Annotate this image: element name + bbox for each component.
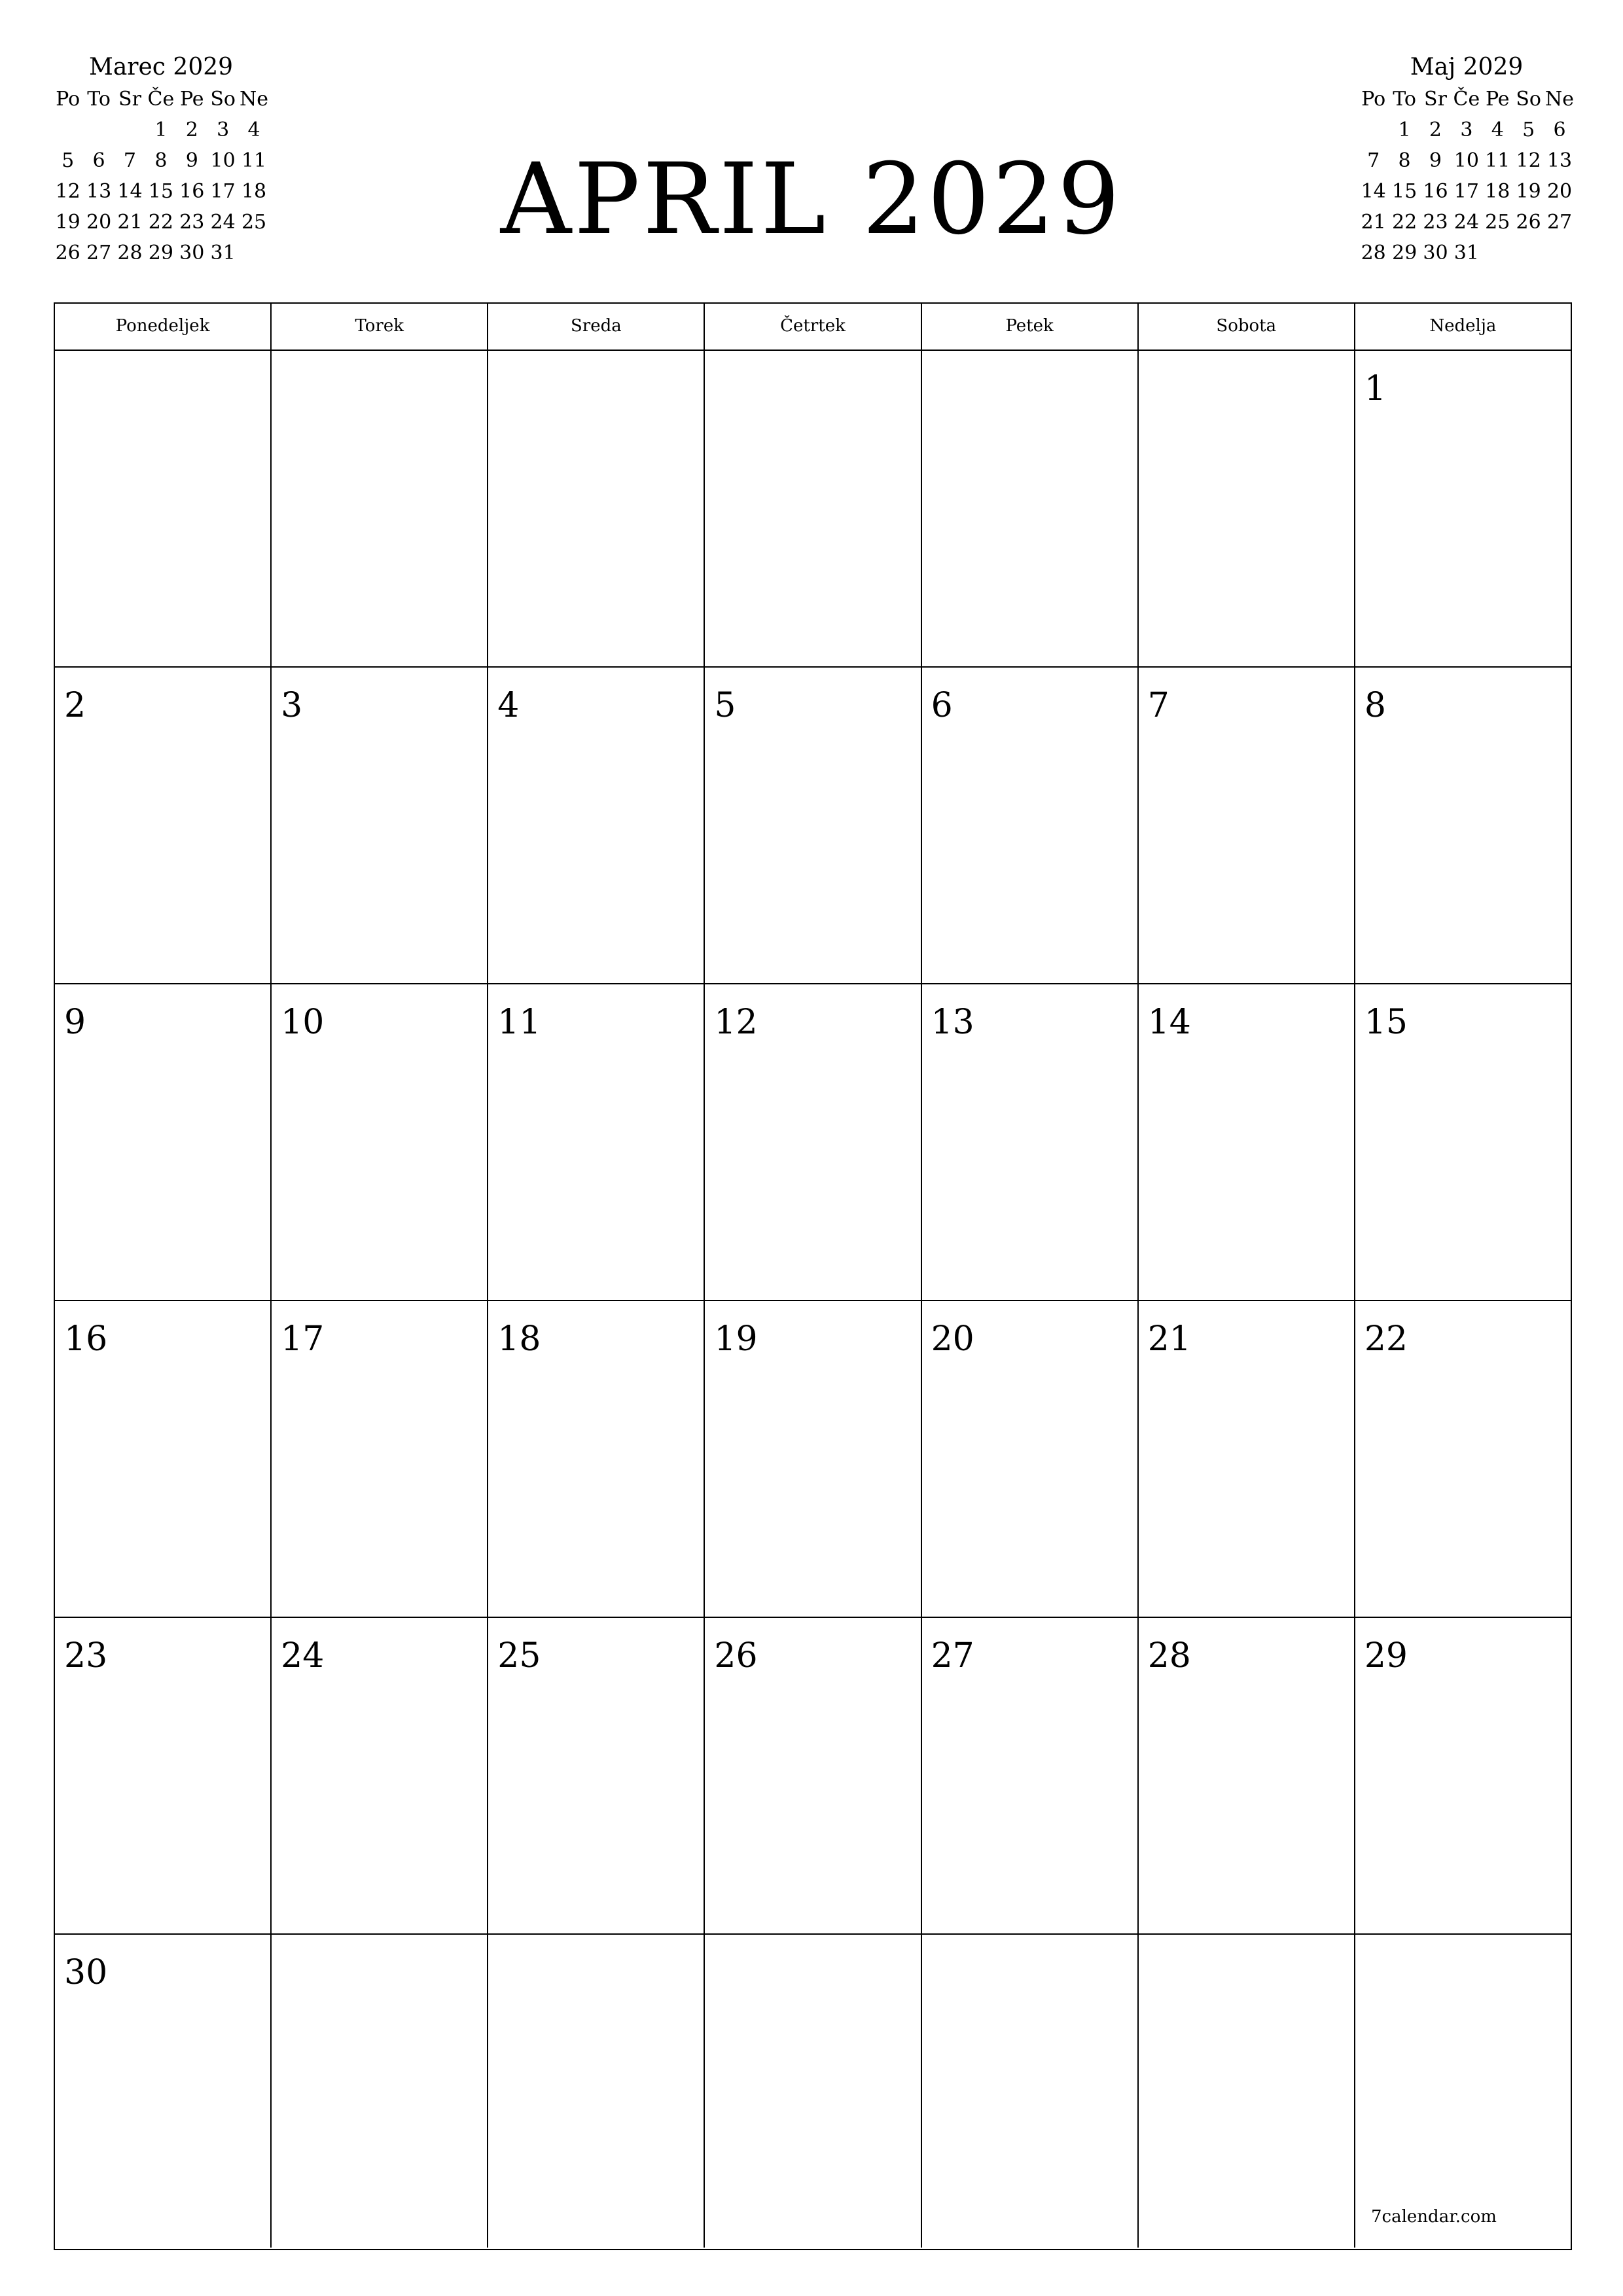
mini-day: 15 xyxy=(1391,180,1418,203)
mini-weekday: To xyxy=(1393,88,1416,111)
day-cell xyxy=(272,668,488,983)
mini-day: 1 xyxy=(1398,118,1411,141)
mini-day: 15 xyxy=(148,180,173,203)
day-number: 7 xyxy=(1147,686,1169,725)
mini-week-row xyxy=(1358,238,1575,268)
day-number: 10 xyxy=(281,1003,325,1042)
day-number: 3 xyxy=(281,686,303,725)
mini-weekday: Sr xyxy=(118,88,141,111)
day-cell xyxy=(1355,1618,1571,1933)
day-cell xyxy=(922,1935,1139,2248)
mini-day: 28 xyxy=(1361,242,1386,264)
day-cell xyxy=(488,1301,705,1617)
day-number: 28 xyxy=(1147,1636,1191,1676)
mini-day: 9 xyxy=(1429,149,1442,172)
mini-week-row xyxy=(1358,176,1575,207)
mini-day: 4 xyxy=(247,118,260,141)
day-cell xyxy=(705,984,921,1300)
day-cell xyxy=(922,351,1139,666)
day-number: 30 xyxy=(64,1953,108,1992)
mini-day: 29 xyxy=(148,242,173,264)
mini-day: 30 xyxy=(1423,242,1448,264)
day-number: 24 xyxy=(281,1636,325,1676)
mini-day: 28 xyxy=(117,242,143,264)
day-cell xyxy=(705,1301,921,1617)
day-cell xyxy=(1139,668,1355,983)
day-number: 13 xyxy=(931,1003,974,1042)
mini-day: 17 xyxy=(210,180,236,203)
page-title: APRIL 2029 xyxy=(500,143,1123,257)
mini-week-row xyxy=(1358,207,1575,238)
day-number: 26 xyxy=(714,1636,758,1676)
mini-day: 20 xyxy=(86,211,112,234)
day-number: 14 xyxy=(1147,1003,1191,1042)
mini-day: 14 xyxy=(1361,180,1386,203)
day-cell xyxy=(272,1301,488,1617)
mini-day: 26 xyxy=(55,242,80,264)
weekday-label: Torek xyxy=(272,304,488,350)
day-cell xyxy=(1355,351,1571,666)
day-cell xyxy=(272,984,488,1300)
mini-day: 1 xyxy=(154,118,168,141)
day-number: 15 xyxy=(1364,1003,1408,1042)
mini-day: 24 xyxy=(1454,211,1479,234)
day-number: 27 xyxy=(931,1636,974,1676)
mini-day: 5 xyxy=(62,149,75,172)
mini-weekday: Pe xyxy=(179,88,204,111)
mini-day: 16 xyxy=(1423,180,1448,203)
mini-day: 4 xyxy=(1491,118,1504,141)
mini-day: 26 xyxy=(1516,211,1541,234)
day-cell xyxy=(922,668,1139,983)
mini-day: 23 xyxy=(179,211,205,234)
day-cell xyxy=(922,984,1139,1300)
mini-day: 13 xyxy=(86,180,112,203)
mini-day xyxy=(1544,238,1575,268)
mini-calendar-title: Marec 2029 xyxy=(88,54,234,81)
mini-weekday: Če xyxy=(147,88,175,111)
footer-credit: 7calendar.com xyxy=(1371,2207,1497,2227)
weekday-label: Petek xyxy=(922,304,1139,350)
mini-day: 30 xyxy=(179,242,205,264)
day-cell xyxy=(488,668,705,983)
mini-day: 27 xyxy=(1546,211,1573,234)
day-cell xyxy=(488,1935,705,2248)
mini-day: 18 xyxy=(241,180,267,203)
mini-day: 5 xyxy=(1522,118,1535,141)
mini-day xyxy=(1482,238,1513,268)
day-cell xyxy=(705,1935,921,2248)
mini-weekday: Če xyxy=(1453,88,1480,111)
month-grid xyxy=(54,302,1572,2250)
day-cell xyxy=(705,1618,921,1933)
weekday-label: Sreda xyxy=(488,304,705,350)
mini-day: 17 xyxy=(1454,180,1479,203)
day-cell xyxy=(1355,668,1571,983)
mini-day: 9 xyxy=(185,149,198,172)
day-number: 25 xyxy=(497,1636,541,1676)
mini-day: 21 xyxy=(117,211,143,234)
mini-day xyxy=(1513,238,1544,268)
mini-weeks xyxy=(1358,115,1575,268)
mini-day: 22 xyxy=(148,211,173,234)
day-number: 6 xyxy=(931,686,953,725)
day-cell xyxy=(55,1618,272,1933)
mini-day: 21 xyxy=(1361,211,1386,234)
week-row xyxy=(55,1301,1571,1618)
week-row xyxy=(55,351,1571,668)
mini-day: 11 xyxy=(241,149,267,172)
day-cell xyxy=(1355,1935,1571,2248)
week-row xyxy=(55,1618,1571,1935)
day-number: 12 xyxy=(714,1003,758,1042)
mini-weekday: Ne xyxy=(1545,88,1575,111)
day-number: 23 xyxy=(64,1636,108,1676)
mini-day: 7 xyxy=(1367,149,1380,172)
mini-day: 10 xyxy=(1454,149,1479,172)
mini-day: 2 xyxy=(185,118,198,141)
mini-day: 11 xyxy=(1485,149,1510,172)
day-cell xyxy=(488,351,705,666)
weekday-label: Nedelja xyxy=(1429,316,1497,336)
day-cell xyxy=(922,1618,1139,1933)
mini-calendar-title: Maj 2029 xyxy=(1410,54,1524,81)
mini-day: 19 xyxy=(55,211,80,234)
day-cell xyxy=(272,351,488,666)
day-number: 1 xyxy=(1364,369,1386,408)
mini-day: 14 xyxy=(117,180,143,203)
mini-day: 8 xyxy=(154,149,168,172)
mini-weekday: Po xyxy=(56,88,80,111)
mini-weekday: Pe xyxy=(1485,88,1510,111)
day-number: 21 xyxy=(1147,1319,1191,1359)
day-cell xyxy=(55,984,272,1300)
day-number: 22 xyxy=(1364,1319,1408,1359)
day-number: 29 xyxy=(1364,1636,1408,1676)
mini-day: 23 xyxy=(1423,211,1448,234)
weekday-label: Četrtek xyxy=(705,304,921,350)
mini-week-row xyxy=(1358,115,1575,145)
mini-day xyxy=(1358,115,1389,145)
week-row xyxy=(55,984,1571,1301)
day-number: 5 xyxy=(714,686,736,725)
mini-day: 13 xyxy=(1546,149,1573,172)
day-cell xyxy=(922,1301,1139,1617)
mini-day: 7 xyxy=(123,149,137,172)
mini-day: 27 xyxy=(86,242,112,264)
mini-day: 2 xyxy=(1429,118,1442,141)
mini-day: 24 xyxy=(210,211,236,234)
mini-day: 3 xyxy=(1460,118,1473,141)
mini-weekday: To xyxy=(87,88,111,111)
weekday-label: Sobota xyxy=(1139,304,1355,350)
mini-week-row xyxy=(1358,145,1575,176)
day-cell xyxy=(1355,1301,1571,1617)
mini-weekday-row xyxy=(1358,84,1575,115)
day-number: 17 xyxy=(281,1319,325,1359)
day-cell xyxy=(1139,984,1355,1300)
day-cell xyxy=(705,668,921,983)
day-cell xyxy=(488,1618,705,1933)
mini-weekday: So xyxy=(1516,88,1541,111)
day-cell xyxy=(55,351,272,666)
day-number: 2 xyxy=(64,686,86,725)
mini-day: 12 xyxy=(55,180,80,203)
week-row xyxy=(55,668,1571,984)
day-cell xyxy=(272,1935,488,2248)
mini-day: 25 xyxy=(241,211,267,234)
day-cell xyxy=(55,1935,272,2248)
day-cell xyxy=(55,1301,272,1617)
mini-day: 8 xyxy=(1398,149,1411,172)
mini-calendar-next xyxy=(1358,51,1575,268)
mini-day: 3 xyxy=(217,118,230,141)
mini-day: 6 xyxy=(92,149,105,172)
week-row xyxy=(55,1935,1571,2248)
day-cell xyxy=(272,1618,488,1933)
day-cell xyxy=(1355,984,1571,1300)
mini-weekday: So xyxy=(210,88,236,111)
day-number: 8 xyxy=(1364,686,1386,725)
day-cell xyxy=(705,351,921,666)
day-cell xyxy=(55,668,272,983)
day-number: 11 xyxy=(497,1003,541,1042)
day-cell xyxy=(1139,1301,1355,1617)
mini-day: 19 xyxy=(1516,180,1541,203)
day-cell xyxy=(1139,1618,1355,1933)
mini-day: 25 xyxy=(1485,211,1510,234)
day-number: 16 xyxy=(64,1319,108,1359)
mini-weekday: Ne xyxy=(240,88,269,111)
mini-day: 10 xyxy=(210,149,236,172)
mini-day: 31 xyxy=(1454,242,1479,264)
mini-weekday: Sr xyxy=(1424,88,1447,111)
day-number: 18 xyxy=(497,1319,541,1359)
mini-day: 20 xyxy=(1546,180,1573,203)
day-cell xyxy=(1139,1935,1355,2248)
mini-day: 18 xyxy=(1485,180,1510,203)
day-number: 19 xyxy=(714,1319,758,1359)
mini-day: 31 xyxy=(210,242,236,264)
mini-day: 22 xyxy=(1391,211,1418,234)
weekday-label: Ponedeljek xyxy=(55,304,272,350)
day-number: 9 xyxy=(64,1003,86,1042)
weekday-header xyxy=(55,304,1571,351)
weeks-container xyxy=(55,351,1571,2248)
mini-weekday: Po xyxy=(1361,88,1386,111)
day-number: 4 xyxy=(497,686,520,725)
mini-day: 12 xyxy=(1516,149,1541,172)
mini-day: 29 xyxy=(1391,242,1418,264)
day-number: 20 xyxy=(931,1319,974,1359)
day-cell xyxy=(488,984,705,1300)
mini-day: 6 xyxy=(1553,118,1566,141)
mini-day: 16 xyxy=(179,180,205,203)
day-cell xyxy=(1139,351,1355,666)
mini-weekday-row xyxy=(52,84,270,115)
